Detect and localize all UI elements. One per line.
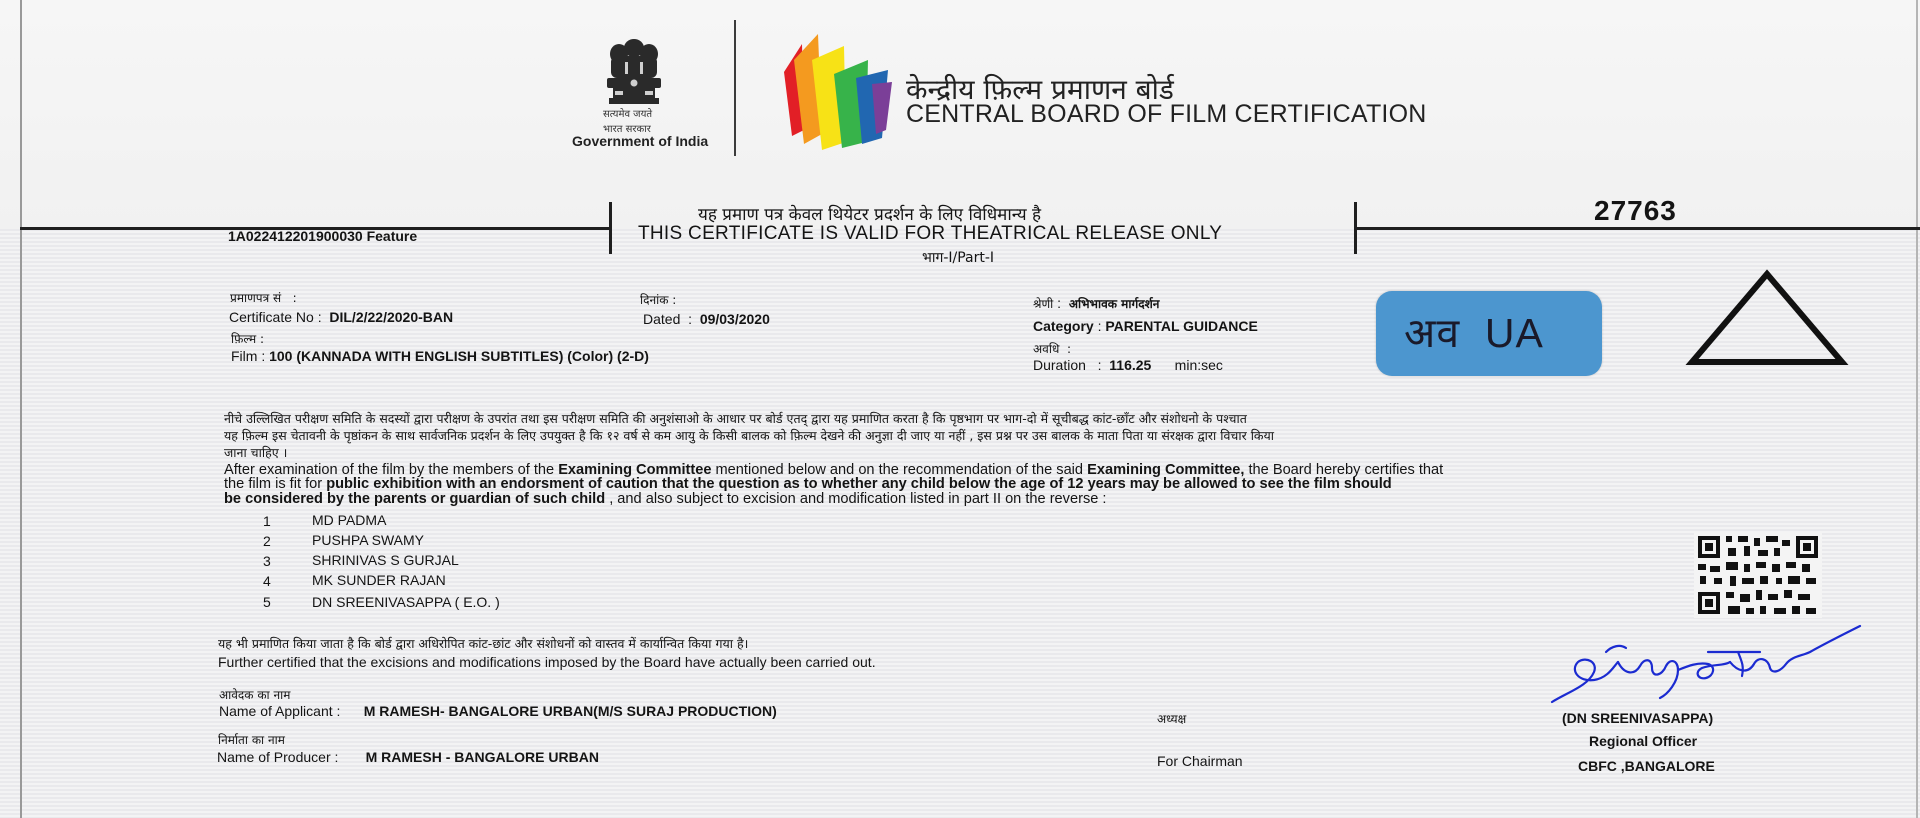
certification-text-english-3: be considered by the parents or guardian of such child , and also subject to excision and modification listed in part II on the reverse : [224, 491, 1107, 507]
officer-name: (DN SREENIVASAPPA) [1562, 710, 1714, 726]
further-certified-english: Further certified that the excisions and modifications imposed by the Board have actually been carried out. [218, 654, 876, 670]
duration-unit: min:sec [1174, 357, 1223, 373]
producer-label: Name of Producer [217, 749, 331, 765]
officer-office: CBFC ,BANGALORE [1578, 758, 1715, 774]
certificate-serial-number: 27763 [1594, 195, 1677, 226]
committee-member-name: SHRINIVAS S GURJAL [312, 552, 459, 568]
government-of-india-text: Government of India [572, 133, 709, 149]
certification-text-english-2: the film is fit for public exhibition with an endorsment of caution that the question as to whether any child below the age of 12 years may be allowed to see the film should [224, 476, 1392, 492]
header-divider [734, 20, 736, 156]
date-hindi-label: दिनांक : [640, 293, 677, 307]
officer-title: Regional Officer [1589, 733, 1698, 749]
duration-label: Duration [1033, 357, 1086, 373]
rating-hindi: अव [1404, 309, 1461, 357]
committee-member-number: 1 [263, 513, 271, 529]
duration-hindi-label: अवधि : [1033, 342, 1072, 356]
category-hindi-label: श्रेणी [1033, 297, 1054, 311]
certificate-no-value: DIL/2/22/2020-BAN [329, 309, 454, 325]
board-name-english: CENTRAL BOARD OF FILM CERTIFICATION [906, 100, 1427, 128]
certification-text-hindi-3: जाना चाहिए । [224, 445, 288, 460]
banner-bracket-left [609, 202, 612, 254]
applicant-value: M RAMESH- BANGALORE URBAN(M/S SURAJ PRODUCTION) [363, 703, 777, 719]
certification-text-hindi-2: यह फ़िल्म इस चेतावनी के पृष्ठांकन के साथ सार्वजनिक प्रदर्शन के लिए उपयुक्त है कि १२ वर्ष से कम आयु के किसी बालक को फ़िल्म देखने की अनुज्ञा दी जाए या नहीं , इस प्रश्न पर उस बालक के माता पिता या संरक्षक द्वारा विचार किया [224, 428, 1275, 443]
date-label: Dated [643, 311, 681, 327]
left-border [20, 0, 22, 818]
right-border [1916, 0, 1918, 818]
duration-row: Duration : 116.25 min:sec [1033, 357, 1223, 373]
film-hindi-label: फ़िल्म : [231, 332, 265, 346]
certificate-no-hindi-label: प्रमाणपत्र सं : [230, 291, 297, 305]
further-certified-hindi: यह भी प्रमाणित किया जाता है कि बोर्ड द्वारा अधिरोपित कांट-छांट और संशोधनों को वास्तव में कार्यान्वित किया गया है। [218, 636, 749, 651]
rating-english: UA [1484, 310, 1544, 356]
rating-badge-text [1404, 304, 1544, 360]
category-hindi-row: श्रेणी : अभिभावक मार्गदर्शन [1033, 295, 1160, 311]
applicant-hindi-label: आवेदक का नाम [219, 688, 291, 702]
committee-member-name: PUSHPA SWAMY [312, 532, 425, 548]
film-row: Film : 100 (KANNADA WITH ENGLISH SUBTITLES) (Color) (2-D) [231, 348, 649, 364]
committee-member-name: DN SREENIVASAPPA ( E.O. ) [312, 594, 500, 610]
committee-member-number: 3 [263, 553, 271, 569]
producer-row: Name of Producer : M RAMESH - BANGALORE URBAN [217, 749, 599, 765]
certificate-no-row: Certificate No : DIL/2/22/2020-BAN [229, 309, 454, 325]
certification-text-hindi-1: नीचे उल्लिखित परीक्षण समिति के सदस्यों द्वारा परीक्षण के उपरांत तथा इस परीक्षण समिति की अनुशंसाओ के आधार पर बोर्ड एतद् द्वारा यह प्रमाणित करता है कि पृष्ठभाग पर भाग-दो में सूचीबद्ध कांट-छाँट और संशोधनो के पश्चात [224, 411, 1247, 426]
committee-member-number: 4 [263, 573, 271, 589]
board-name-hindi: केन्द्रीय फ़िल्म प्रमाणन बोर्ड [906, 73, 1174, 106]
for-chairman-label: For Chairman [1157, 753, 1243, 769]
producer-value: M RAMESH - BANGALORE URBAN [365, 749, 599, 765]
banner-rule-right [1356, 227, 1920, 230]
validity-notice-hindi: यह प्रमाण पत्र केवल थियेटर प्रदर्शन के लिए विधिमान्य है [698, 205, 1042, 225]
duration-value: 116.25 [1109, 357, 1152, 373]
category-value: PARENTAL GUIDANCE [1105, 318, 1258, 334]
category-label: Category [1033, 318, 1094, 334]
date-value: 09/03/2020 [699, 311, 770, 327]
category-hindi-value: अभिभावक मार्गदर्शन [1068, 297, 1160, 311]
applicant-row: Name of Applicant : M RAMESH- BANGALORE URBAN(M/S SURAJ PRODUCTION) [219, 703, 777, 719]
cbfc-logo-icon [782, 30, 892, 150]
document-id: 1A022412201900030 Feature [228, 228, 418, 244]
category-row: Category : PARENTAL GUIDANCE [1033, 318, 1258, 334]
film-value: 100 (KANNADA WITH ENGLISH SUBTITLES) (Color) (2-D) [269, 348, 649, 364]
committee-member-number: 5 [263, 594, 271, 610]
banner-bracket-right [1354, 202, 1357, 254]
committee-member-number: 2 [263, 533, 271, 549]
part-label: भाग-I/Part-I [922, 250, 995, 266]
ua-triangle-icon [1684, 268, 1850, 368]
certificate-no-label: Certificate No [229, 309, 314, 325]
certification-text-english-1: After examination of the film by the members of the Examining Committee mentioned below and on the recommendation of the said Examining Committee, the Board hereby certifies that [224, 462, 1444, 478]
validity-notice-english: THIS CERTIFICATE IS VALID FOR THEATRICAL RELEASE ONLY [638, 223, 1223, 244]
committee-member-name: MD PADMA [312, 512, 387, 528]
bharat-sarkar-text: भारत सरकार [603, 124, 651, 135]
officer-signature [1548, 622, 1864, 714]
chairman-hindi-label: अध्यक्ष [1157, 712, 1187, 726]
committee-member-name: MK SUNDER RAJAN [312, 572, 446, 588]
emblem-motto: सत्यमेव जयते [603, 109, 653, 120]
film-label: Film [231, 348, 258, 364]
producer-hindi-label: निर्माता का नाम [218, 733, 285, 747]
date-row: Dated : 09/03/2020 [643, 311, 770, 327]
applicant-label: Name of Applicant [219, 703, 333, 719]
qr-code-icon [1694, 532, 1822, 618]
ashoka-emblem-icon [597, 36, 671, 108]
